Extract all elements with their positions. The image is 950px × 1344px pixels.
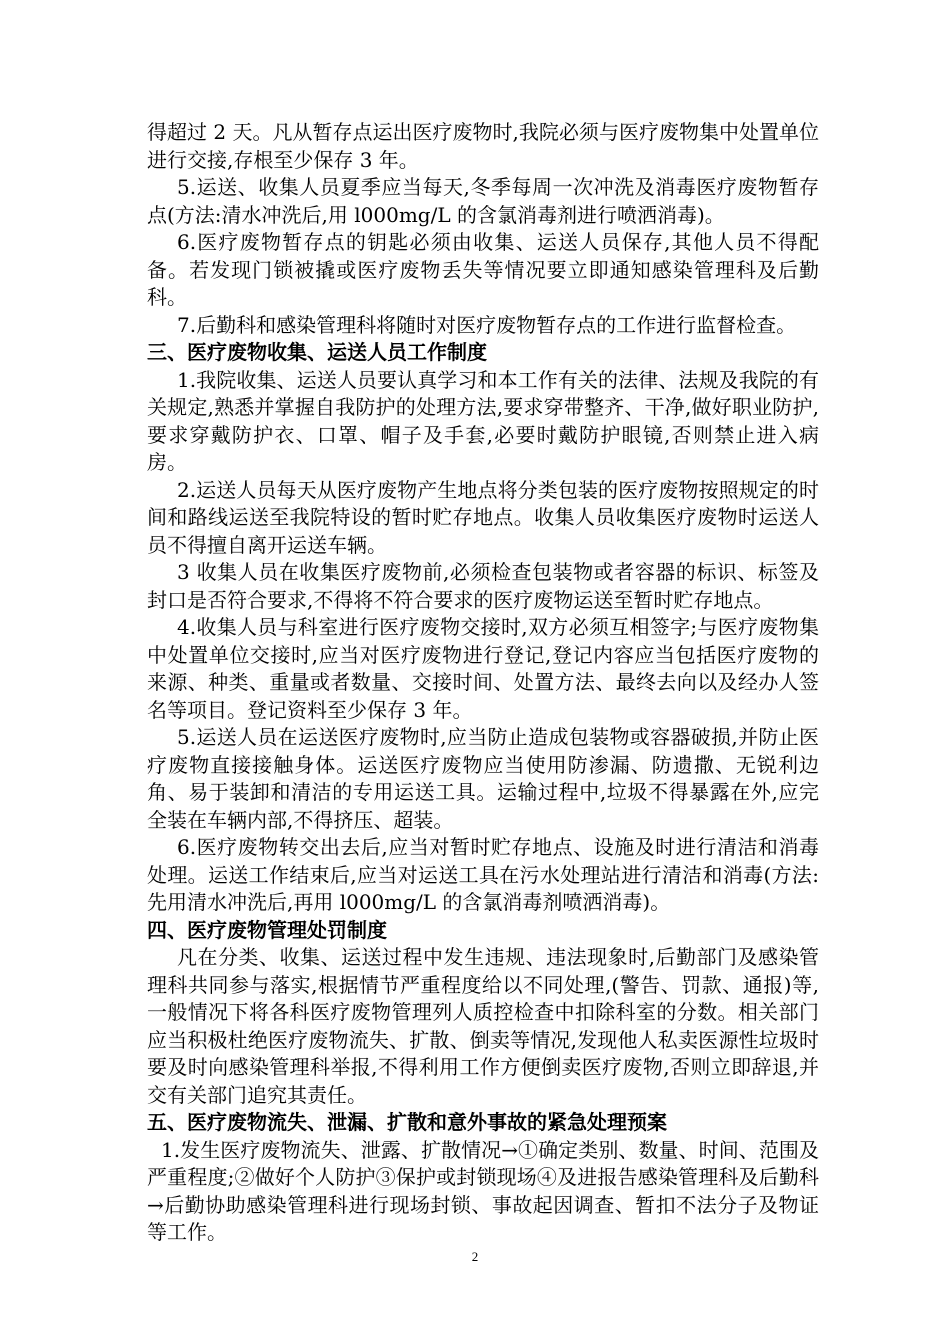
section-heading: 四、医疗废物管理处罚制度 xyxy=(147,917,387,942)
body-paragraph: 5.运送、收集人员夏季应当每天,冬季每周一次冲洗及消毒医疗废物暂存点(方法:清水冲洗后,用 l000mg/L 的含氯消毒剂进行喷洒消毒)。 xyxy=(147,175,819,227)
body-paragraph: 1.我院收集、运送人员要认真学习和本工作有关的法律、法规及我院的有关规定,熟悉并掌握自我防护的处理方法,要求穿带整齐、干净,做好职业防护,要求穿戴防护衣、口罩、帽子及手套,必要时戴防护眼镜,否则禁止进入病房。 xyxy=(147,367,819,474)
document-body xyxy=(147,119,819,1247)
body-paragraph: 3 收集人员在收集医疗废物前,必须检查包装物或者容器的标识、标签及封口是否符合要求,不得将不符合要求的医疗废物运送至暂时贮存地点。 xyxy=(147,560,819,612)
page-number: 2 xyxy=(471,1249,479,1264)
body-paragraph: 7.后勤科和感染管理科将随时对医疗废物暂存点的工作进行监督检查。 xyxy=(177,312,797,337)
body-paragraph: 1.发生医疗废物流失、泄露、扩散情况→①确定类别、数量、时间、范围及严重程度;②做好个人防护③保护或封锁现场④及进报告感染管理科及后勤科→后勤协助感染管理科进行现场封锁、事故起因调查、暂扣不法分子及物证等工作。 xyxy=(147,1137,819,1244)
body-paragraph: 4.收集人员与科室进行医疗废物交接时,双方必须互相签字;与医疗废物集中处置单位交接时,应当对医疗废物进行登记,登记内容应当包括医疗废物的来源、种类、重量或者数量、交接时间、处置方法、最终去向以及经办人签名等项目。登记资料至少保存 3 年。 xyxy=(147,615,819,722)
body-paragraph: 2.运送人员每天从医疗废物产生地点将分类包装的医疗废物按照规定的时间和路线运送至我院特设的暂时贮存地点。收集人员收集医疗废物时运送人员不得擅自离开运送车辆。 xyxy=(147,477,819,557)
body-paragraph: 6.医疗废物转交出去后,应当对暂时贮存地点、设施及时进行清洁和消毒处理。运送工作结束后,应当对运送工具在污水处理站进行清洁和消毒(方法:先用清水冲洗后,再用 l000mg/L 的含氯消毒剂喷洒消毒)。 xyxy=(147,835,819,914)
body-paragraph: 凡在分类、收集、运送过程中发生违规、违法现象时,后勤部门及感染管理科共同参与落实,根据情节严重程度给以不同处理,(警告、罚款、通报)等,一般情况下将各科医疗废物管理列人质控检查中扣除科室的分数。相关部门应当积极杜绝医疗废物流失、扩散、倒卖等情况,发现他人私卖医源性垃圾时要及时向感染管理科举报,不得利用工作方便倒卖医疗废物,否则立即辞退,并交有关部门追究其责任。 xyxy=(147,945,819,1107)
body-paragraph: 5.运送人员在运送医疗废物时,应当防止造成包装物或容器破损,并防止医疗废物直接接触身体。运送医疗废物应当使用防渗漏、防遗撒、无锐利边角、易于装卸和清洁的专用运送工具。运输过程中,垃圾不得暴露在外,应完全装在车辆内部,不得挤压、超装。 xyxy=(147,725,819,832)
section-heading: 五、医疗废物流失、泄漏、扩散和意外事故的紧急处理预案 xyxy=(147,1110,667,1134)
section-heading: 三、医疗废物收集、运送人员工作制度 xyxy=(147,340,487,364)
body-paragraph: 得超过 2 天。凡从暂存点运出医疗废物时,我院必须与医疗废物集中处置单位进行交接,存根至少保存 3 年。 xyxy=(147,120,819,172)
body-paragraph: 6.医疗废物暂存点的钥匙必须由收集、运送人员保存,其他人员不得配备。若发现门锁被撬或医疗废物丢失等情况要立即通知感染管理科及后勤科。 xyxy=(147,230,819,309)
